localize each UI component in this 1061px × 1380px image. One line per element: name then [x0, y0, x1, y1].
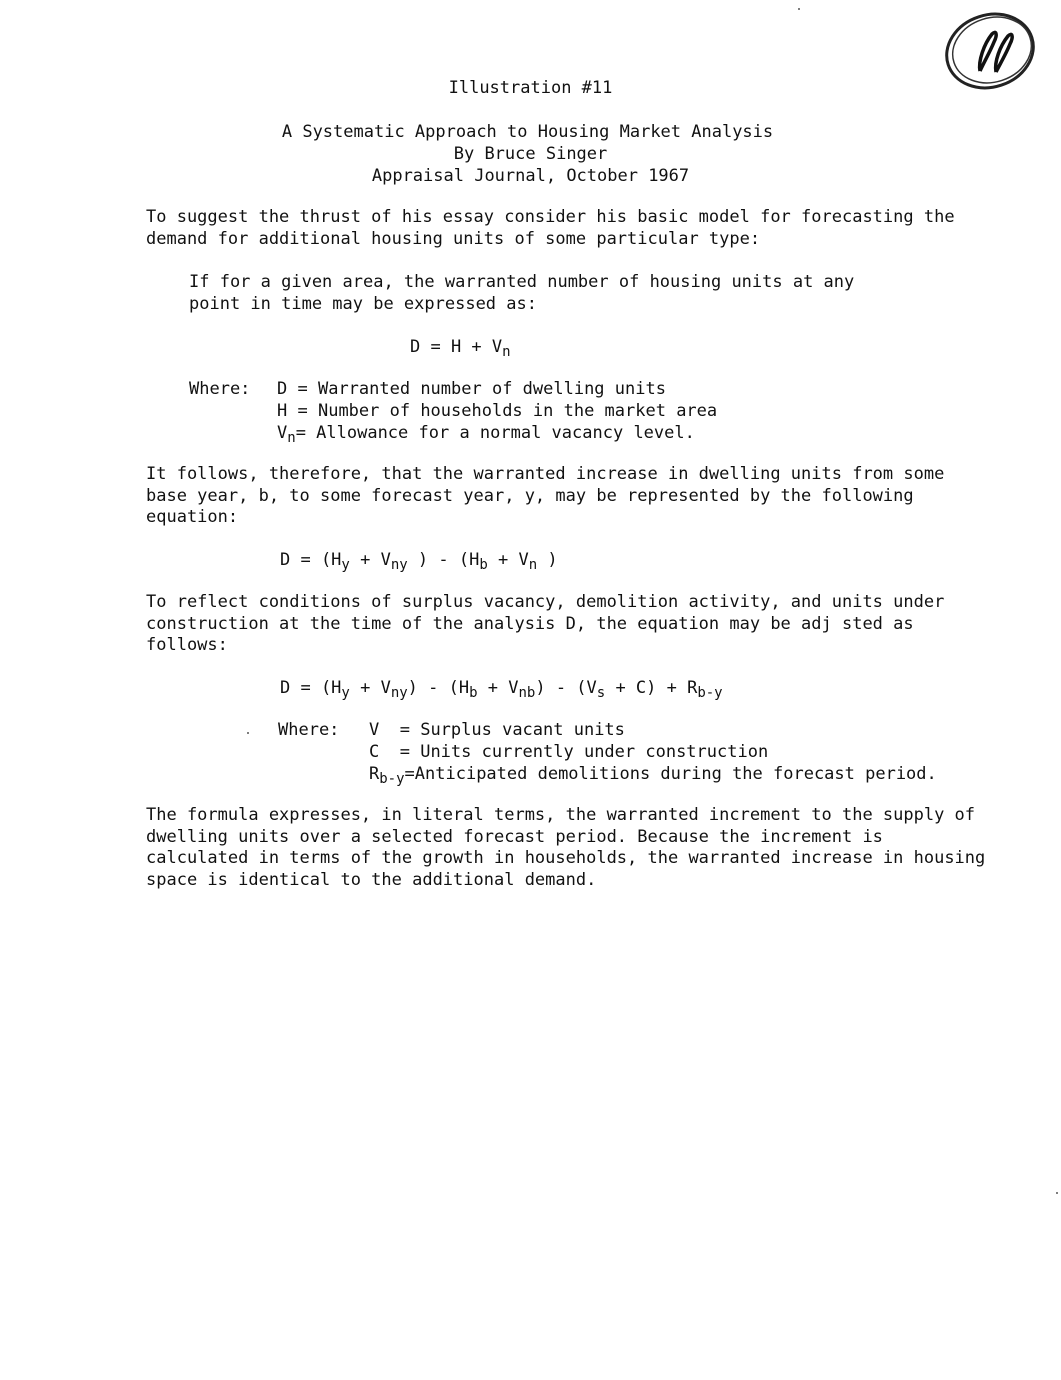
author-line: By Bruce Singer — [453, 144, 608, 164]
intro-paragraph: To suggest the thrust of his essay consider his basic model for forecasting the demand for additional housing units of some particular type: — [146, 207, 955, 249]
equation-1: $D = H + V_n$ — [410, 337, 511, 360]
definition-r: $R_{b-y}=Anticipated$ demolitions during the forecast period. — [369, 764, 937, 787]
paragraph-2: It follows, therefore, that the warranted increase in dwelling units from some base year, b, to some forecast year, y, may be represented by the following equation: — [146, 464, 945, 528]
definition-h: H = Number of households in the market area — [277, 401, 718, 421]
quote-line-2: point in time may be expressed as: — [189, 294, 537, 314]
quote-line-1: If for a given area, the warranted number of housing units at any — [189, 272, 855, 292]
equation-3: $D = (H_y + V_{ny}) - (H_b + V_{nb}) - (V_s + C) + R_{b-y}$ — [280, 678, 723, 701]
document-title: A Systematic Approach to Housing Market Analysis — [281, 122, 774, 142]
paragraph-4: The formula expresses, in literal terms, the warranted increment to the supply of dwelling units over a selected forecast period. Because the increment is calculated in terms of the growth in households, the warranted increase in housing space is identical to the additional demand. — [146, 805, 986, 890]
source-line: Appraisal Journal, October 1967 — [371, 166, 690, 186]
where-label-2: Where: — [278, 720, 340, 740]
definition-vn: $V_n=$ Allowance for a normal vacancy level. — [277, 423, 695, 446]
definition-v: V = Surplus vacant units — [369, 720, 625, 740]
where-label-1: Where: — [189, 379, 251, 399]
definition-d: D = Warranted number of dwelling units — [277, 379, 666, 399]
equation-2: $D = (H_y + V_{ny}$ ) - ($H_b + V_n$ ) — [280, 550, 558, 573]
definition-c: C = Units currently under construction — [369, 742, 769, 762]
illustration-label: Illustration #11 — [448, 78, 613, 98]
paragraph-3: To reflect conditions of surplus vacancy, demolition activity, and units under construction at the time of the analysis D, the equation may be adj sted as follows: — [146, 592, 945, 656]
